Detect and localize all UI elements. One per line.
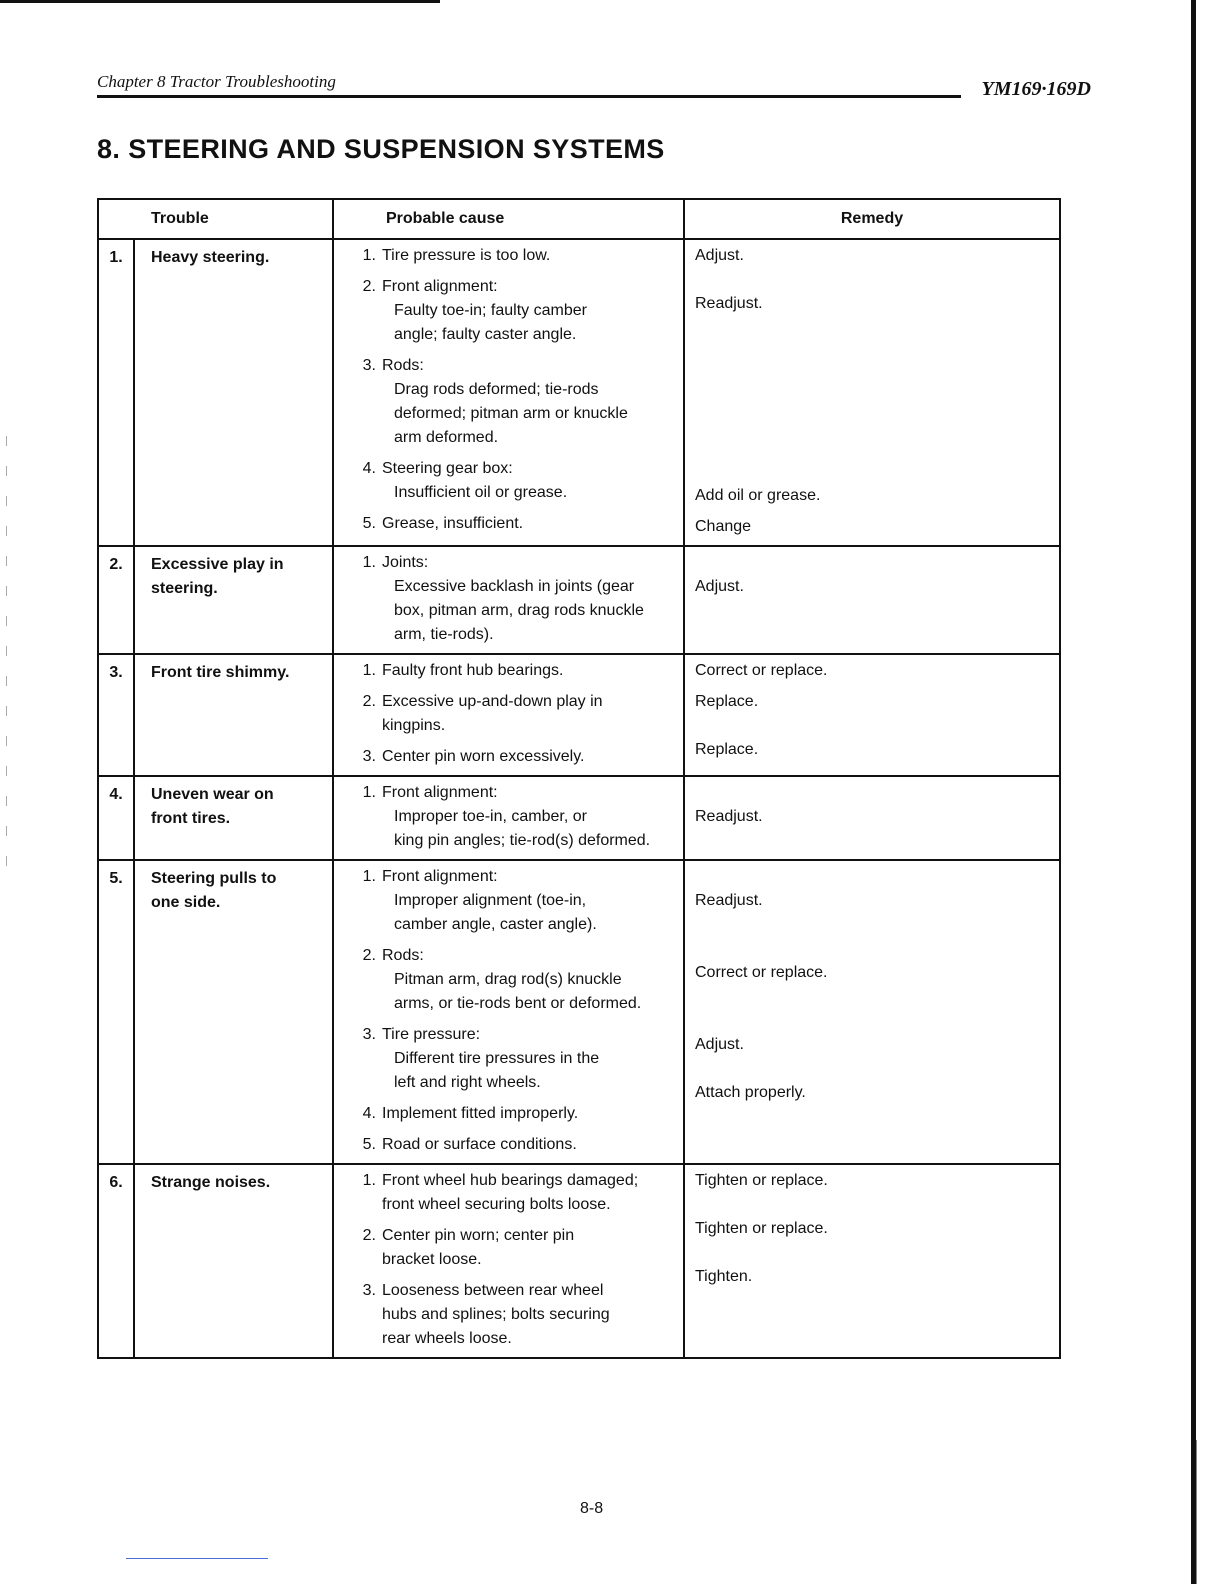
cause-body [376,1224,574,1272]
cause-number: 3. [362,1282,376,1299]
cause-text: Rods: [382,357,424,374]
cause-text: Center pin worn; center pin [382,1227,575,1244]
trouble-cell [134,860,333,1164]
remedy-text: Adjust. [695,578,744,595]
trouble-text: front tires. [151,810,231,827]
cause-item [334,1169,677,1217]
cause-detail: angle; faulty caster angle. [394,326,577,343]
cause-text: Front alignment: [382,784,498,801]
cause-text: Front wheel hub bearings damaged; [382,1172,639,1189]
remedy-text: Readjust. [695,295,763,312]
cause-detail: Improper alignment (toe-in, [394,892,587,909]
cause-body [376,1169,638,1217]
cause-body [376,1023,599,1095]
cause-text: Joints: [382,554,429,571]
table-body [98,239,1060,1358]
header-trouble: Trouble [98,199,333,239]
table-row [98,776,1060,860]
row-number: 1. [98,239,134,546]
cause-cell [333,860,684,1164]
row-number: 3. [98,654,134,776]
cause-item [334,244,677,268]
remedy-text: Replace. [695,741,759,758]
cause-body [376,354,628,450]
remedy-text: Readjust. [695,808,763,825]
header-rule [97,95,961,98]
margin-tick [6,496,7,506]
cause-body [376,457,567,505]
remedy-text: Adjust. [695,1036,744,1053]
cause-number: 2. [362,947,376,964]
cause-number: 2. [362,278,376,295]
cause-text: Tire pressure: [382,1026,481,1043]
cause-cell [333,239,684,546]
trouble-text: Front tire shimmy. [151,664,290,681]
cause-body [376,551,644,647]
cause-item [334,659,677,683]
header-probable-cause: Probable cause [333,199,684,239]
cause-cell [333,546,684,654]
trouble-text: Strange noises. [151,1174,271,1191]
cause-detail: arm deformed. [394,429,499,446]
cause-detail: king pin angles; tie-rod(s) deformed. [394,832,651,849]
cause-body [376,944,641,1016]
margin-tick [6,766,7,776]
remedy-text: Tighten. [695,1268,753,1285]
page-header [97,70,1095,104]
cause-detail: Excessive backlash in joints (gear [394,578,635,595]
cause-number: 2. [362,1227,376,1244]
margin-tick [6,676,7,686]
cause-body [376,244,550,268]
remedy-text: Correct or replace. [695,964,828,981]
cause-number: 3. [362,748,376,765]
cause-detail: left and right wheels. [394,1074,541,1091]
cause-text: Tire pressure is too low. [382,247,551,264]
remedy-text: Replace. [695,693,759,710]
cause-item [334,944,677,1016]
margin-tick [6,796,7,806]
cause-detail: Different tire pressures in the [394,1050,600,1067]
trouble-text: Excessive play in [151,556,284,573]
cause-item [334,865,677,937]
cause-text: Front alignment: [382,278,498,295]
troubleshooting-table [97,198,1061,1359]
remedy-text: Adjust. [695,247,744,264]
header-remedy: Remedy [684,199,1060,239]
cause-item [334,690,677,738]
trouble-cell [134,239,333,546]
cause-text: Road or surface conditions. [382,1136,577,1153]
margin-tick [6,856,7,866]
cause-item [334,1133,677,1157]
remedy-cell [684,1164,1060,1358]
margin-tick [6,646,7,656]
cause-number: 4. [362,1105,376,1122]
row-number: 5. [98,860,134,1164]
margin-tick [6,586,7,596]
page-number: 8-8 [580,1500,604,1517]
cause-text: Grease, insufficient. [382,515,524,532]
cause-text: Excessive up-and-down play in [382,693,603,710]
margin-tick [6,616,7,626]
cause-body [376,781,650,853]
bottom-scan-line [126,1558,268,1559]
cause-text: Center pin worn excessively. [382,748,585,765]
section-title: 8. STEERING AND SUSPENSION SYSTEMS [97,134,665,164]
cause-number: 4. [362,460,376,477]
remedy-cell [684,776,1060,860]
cause-body [376,865,597,937]
cause-cell [333,654,684,776]
scan-right-edge [1191,0,1196,1584]
cause-text: rear wheels loose. [382,1330,512,1347]
table-row [98,1164,1060,1358]
cause-text: front wheel securing bolts loose. [382,1196,611,1213]
table-row [98,239,1060,546]
remedy-text: Tighten or replace. [695,1172,828,1189]
cause-number: 1. [362,662,376,679]
chapter-title: Chapter 8 Tractor Troubleshooting [97,72,336,91]
trouble-cell [134,776,333,860]
remedy-text: Readjust. [695,892,763,909]
remedy-cell [684,860,1060,1164]
cause-detail: Faulty toe-in; faulty camber [394,302,587,319]
cause-text: Rods: [382,947,424,964]
cause-item [334,551,677,647]
remedy-text: Attach properly. [695,1084,806,1101]
margin-tick [6,466,7,476]
cause-body [376,275,587,347]
cause-number: 5. [362,515,376,532]
cause-item [334,275,677,347]
cause-cell [333,1164,684,1358]
cause-text: Faulty front hub bearings. [382,662,564,679]
table-row [98,860,1060,1164]
margin-tick [6,526,7,536]
cause-item [334,354,677,450]
cause-number: 1. [362,784,376,801]
cause-cell [333,776,684,860]
cause-item [334,512,677,536]
margin-tick [6,706,7,716]
trouble-cell [134,654,333,776]
remedy-text: Add oil or grease. [695,487,821,504]
cause-body [376,1279,610,1351]
cause-detail: Insufficient oil or grease. [394,484,568,501]
cause-number: 2. [362,693,376,710]
cause-number: 3. [362,357,376,374]
cause-body [376,1133,577,1157]
remedy-cell [684,546,1060,654]
cause-item [334,1102,677,1126]
scan-right-edge-faint [1196,1440,1197,1584]
cause-body [376,690,603,738]
cause-text: hubs and splines; bolts securing [382,1306,610,1323]
cause-body [376,745,584,769]
cause-item [334,1279,677,1351]
trouble-text: steering. [151,580,218,597]
cause-text: Implement fitted improperly. [382,1105,579,1122]
remedy-cell [684,654,1060,776]
margin-tick [6,556,7,566]
trouble-cell [134,546,333,654]
cause-number: 1. [362,868,376,885]
top-edge-rule [0,0,440,3]
cause-number: 3. [362,1026,376,1043]
cause-body [376,1102,578,1126]
margin-tick [6,826,7,836]
cause-detail: arms, or tie-rods bent or deformed. [394,995,642,1012]
row-number: 2. [98,546,134,654]
cause-detail: arm, tie-rods). [394,626,494,643]
cause-detail: Drag rods deformed; tie-rods [394,381,599,398]
cause-number: 1. [362,247,376,264]
cause-item [334,457,677,505]
cause-number: 5. [362,1136,376,1153]
trouble-cell [134,1164,333,1358]
cause-number: 1. [362,554,376,571]
cause-text: Steering gear box: [382,460,513,477]
remedy-cell [684,239,1060,546]
table-row [98,546,1060,654]
cause-text: bracket loose. [382,1251,482,1268]
trouble-text: one side. [151,894,221,911]
row-number: 4. [98,776,134,860]
cause-body [376,512,523,536]
trouble-text: Uneven wear on [151,786,274,803]
remedy-text: Correct or replace. [695,662,828,679]
trouble-text: Heavy steering. [151,249,270,266]
cause-item [334,1224,677,1272]
row-number: 6. [98,1164,134,1358]
cause-detail: box, pitman arm, drag rods knuckle [394,602,644,619]
model-number: YM169·169D [981,78,1091,100]
margin-tick [6,736,7,746]
cause-text: Front alignment: [382,868,498,885]
trouble-text: Steering pulls to [151,870,277,887]
cause-detail: camber angle, caster angle). [394,916,597,933]
cause-detail: Improper toe-in, camber, or [394,808,587,825]
remedy-text: Tighten or replace. [695,1220,828,1237]
cause-item [334,745,677,769]
table-row [98,654,1060,776]
cause-detail: deformed; pitman arm or knuckle [394,405,628,422]
table-header-row [98,199,1060,239]
cause-text: Looseness between rear wheel [382,1282,604,1299]
remedy-text: Change [695,518,752,535]
cause-item [334,1023,677,1095]
cause-detail: Pitman arm, drag rod(s) knuckle [394,971,622,988]
margin-tick [6,436,7,446]
cause-body [376,659,563,683]
cause-number: 1. [362,1172,376,1189]
cause-text: kingpins. [382,717,446,734]
cause-item [334,781,677,853]
